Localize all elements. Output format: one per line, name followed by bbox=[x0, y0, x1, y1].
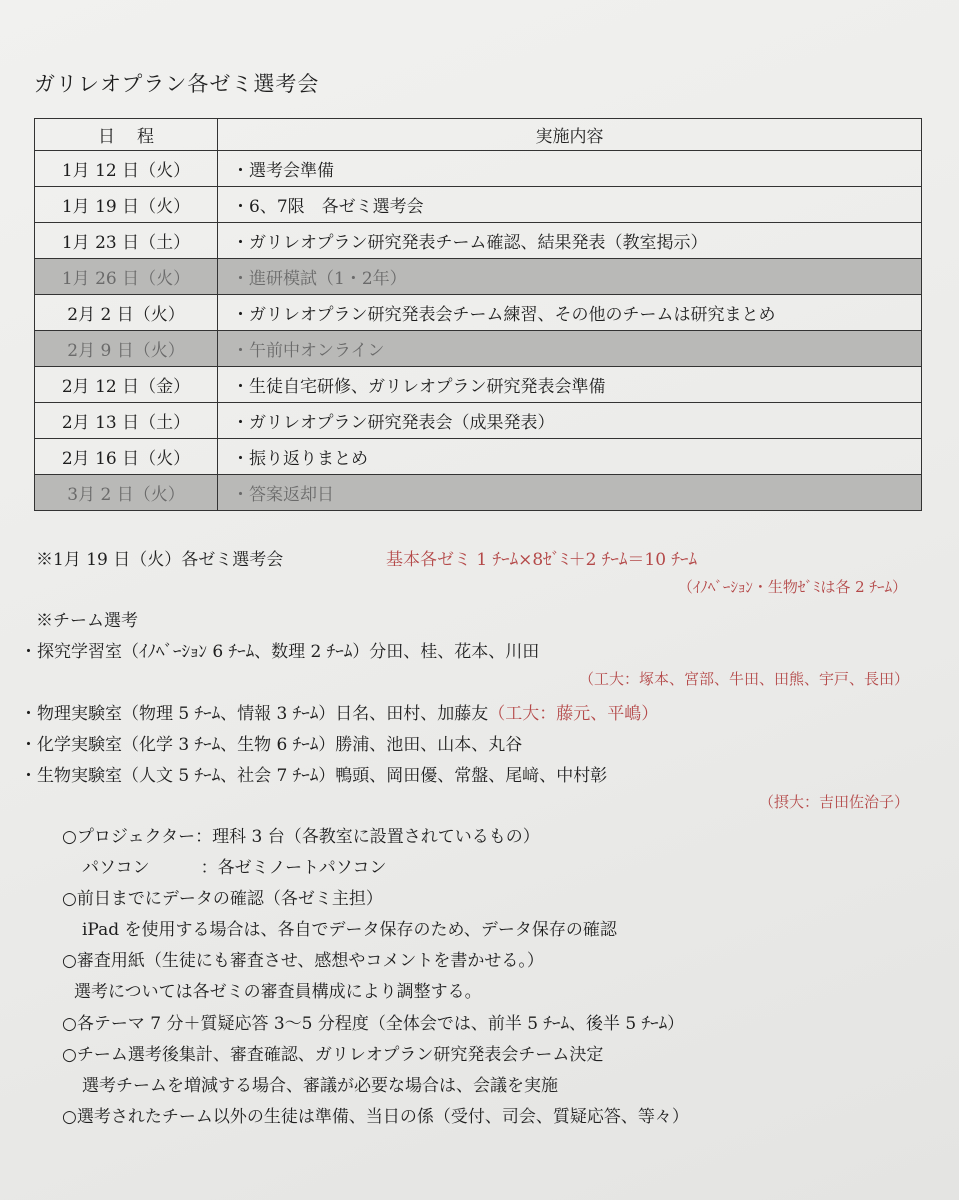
row-content: ・答案返却日 bbox=[218, 475, 922, 511]
item-time: ○各テーマ 7 分＋質疑応答 3～5 分程度（全体会では、前半 5 ﾁｰﾑ、後半 5 ﾁｰﾑ） bbox=[62, 1014, 685, 1034]
item-adjust: 選考については各ゼミの審査員構成により調整する。 bbox=[74, 982, 482, 1002]
row-content: ・生徒自宅研修、ガリレオプラン研究発表会準備 bbox=[218, 367, 922, 403]
row-date: 1月 23 日（土） bbox=[35, 223, 218, 259]
room-chemistry: ・化学実験室（化学 3 ﾁｰﾑ、生物 6 ﾁｰﾑ）勝浦、池田、山本、丸谷 bbox=[20, 735, 523, 755]
team-selection-heading: ※チーム選考 bbox=[36, 611, 138, 631]
item-pc: パソコン ：各ゼミノートパソコン bbox=[82, 858, 387, 878]
schedule-table bbox=[34, 118, 922, 511]
item-other-students: ○選考されたチーム以外の生徒は準備、当日の係（受付、司会、質疑応答、等々） bbox=[62, 1107, 689, 1127]
room-biology-staff: （摂大：吉田佐治子） bbox=[758, 793, 909, 811]
row-date: 2月 9 日（火） bbox=[35, 331, 218, 367]
row-content: ・振り返りまとめ bbox=[218, 439, 922, 475]
row-date: 1月 26 日（火） bbox=[35, 259, 218, 295]
item-review-sheet: ○審査用紙（生徒にも審査させ、感想やコメントを書かせる。） bbox=[62, 951, 544, 971]
row-content: ・午前中オンライン bbox=[218, 331, 922, 367]
room-biology: ・生物実験室（人文 5 ﾁｰﾑ、社会 7 ﾁｰﾑ）鴨頭、岡田優、常盤、尾﨑、中村彰 bbox=[20, 766, 608, 786]
room-inquiry-staff: （工大：塚本、宮部、牛田、田熊、宇戸、長田） bbox=[578, 670, 909, 688]
note-selection-date: ※1月 19 日（火）各ゼミ選考会 bbox=[36, 550, 284, 570]
row-content: ・ガリレオプラン研究発表チーム確認、結果発表（教室掲示） bbox=[218, 223, 922, 259]
table-row bbox=[35, 223, 922, 259]
row-date: 1月 19 日（火） bbox=[35, 187, 218, 223]
row-date: 2月 12 日（金） bbox=[35, 367, 218, 403]
table-row bbox=[35, 295, 922, 331]
note-team-count: 基本各ゼミ 1 ﾁｰﾑ×8ｾﾞﾐ＋2 ﾁｰﾑ＝10 ﾁｰﾑ bbox=[386, 550, 697, 570]
row-date: 1月 12 日（火） bbox=[35, 151, 218, 187]
table-row bbox=[35, 367, 922, 403]
table-header-row bbox=[35, 119, 922, 151]
row-content: ・選考会準備 bbox=[218, 151, 922, 187]
row-date: 2月 16 日（火） bbox=[35, 439, 218, 475]
row-date: 3月 2 日（火） bbox=[35, 475, 218, 511]
row-date: 2月 2 日（火） bbox=[35, 295, 218, 331]
table-row bbox=[35, 151, 922, 187]
table-row bbox=[35, 439, 922, 475]
row-content: ・6、7限 各ゼミ選考会 bbox=[218, 187, 922, 223]
header-date: 日程 bbox=[35, 119, 218, 151]
room-physics bbox=[20, 699, 658, 724]
room-physics-text: ・物理実験室（物理 5 ﾁｰﾑ、情報 3 ﾁｰﾑ）日名、田村、加藤友 bbox=[20, 704, 489, 724]
room-physics-staff: （工大：藤元、平嶋） bbox=[488, 704, 659, 724]
row-content: ・ガリレオプラン研究発表会（成果発表） bbox=[218, 403, 922, 439]
item-data-check: ○前日までにデータの確認（各ゼミ主担） bbox=[62, 889, 383, 909]
room-inquiry: ・探究学習室（ｲﾉﾍﾞｰｼｮﾝ 6 ﾁｰﾑ、数理 2 ﾁｰﾑ）分田、桂、花本、川田 bbox=[20, 642, 540, 662]
row-date: 2月 13 日（土） bbox=[35, 403, 218, 439]
table-row-shaded bbox=[35, 475, 922, 511]
table-row-shaded bbox=[35, 259, 922, 295]
table-row bbox=[35, 403, 922, 439]
table-row-shaded bbox=[35, 331, 922, 367]
note-team-exception: （ｲﾉﾍﾞｰｼｮﾝ・生物ｾﾞﾐは各 2 ﾁｰﾑ） bbox=[677, 578, 907, 596]
item-ipad: iPad を使用する場合は、各自でデータ保存のため、データ保存の確認 bbox=[82, 920, 617, 940]
header-content: 実施内容 bbox=[218, 119, 922, 151]
item-projector: ○プロジェクター：理科 3 台（各教室に設置されているもの） bbox=[62, 827, 540, 847]
row-content: ・ガリレオプラン研究発表会チーム練習、その他のチームは研究まとめ bbox=[218, 295, 922, 331]
row-content: ・進研模試（1・2年） bbox=[218, 259, 922, 295]
table-row bbox=[35, 187, 922, 223]
item-decision: ○チーム選考後集計、審査確認、ガリレオプラン研究発表会チーム決定 bbox=[62, 1045, 604, 1065]
item-meeting: 選考チームを増減する場合、審議が必要な場合は、会議を実施 bbox=[82, 1076, 558, 1096]
page-title: ガリレオプラン各ゼミ選考会 bbox=[34, 72, 320, 96]
